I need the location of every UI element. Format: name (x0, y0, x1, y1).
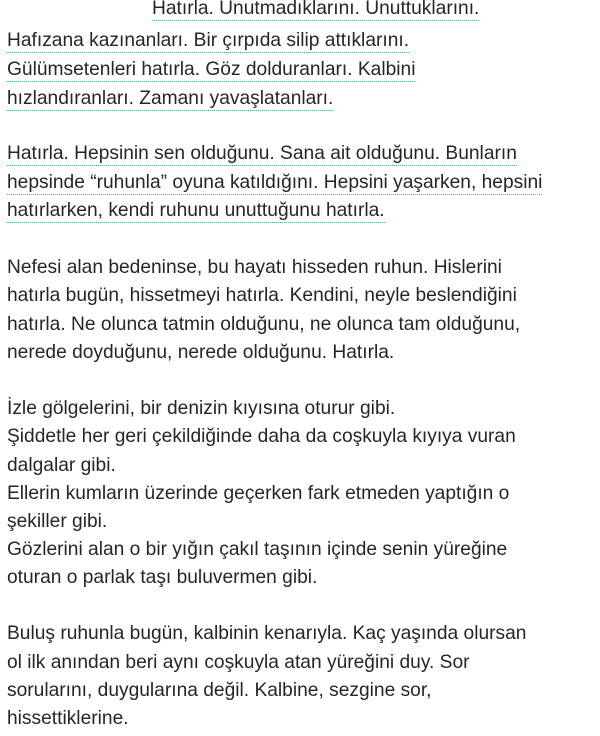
selected-text[interactable]: Hafızana kazınanları. Bir çırpıda silip attıklarını. (7, 30, 410, 51)
text-line (7, 29, 409, 53)
text-line[interactable]: hissettiklerine. (7, 708, 129, 729)
text-line (152, 0, 479, 21)
text-line[interactable]: nerede doyduğunu, nerede olduğunu. Hatırla. (7, 342, 395, 363)
text-line[interactable]: İzle gölgelerini, bir denizin kıyısına oturur gibi. (7, 398, 396, 419)
text-line[interactable]: şekiller gibi. (7, 511, 108, 532)
selected-text[interactable]: hatırlarken, kendi ruhunu unuttuğunu hatırla. (7, 200, 385, 221)
text-line[interactable]: hatırla. Ne olunca tatmin olduğunu, ne olunca tam olduğunu, (7, 314, 521, 335)
text-line[interactable]: Buluş ruhunla bugün, kalbinin kenarıyla. Kaç yaşında olursan (7, 623, 527, 644)
text-line[interactable]: oturan o parlak taşı buluvermen gibi. (7, 567, 318, 588)
text-line[interactable]: Nefesi alan bedeninse, bu hayatı hisseden ruhun. Hislerini (7, 257, 502, 278)
selected-text[interactable]: Hatırla. Unutmadıklarını. Unuttuklarını. (152, 0, 480, 19)
text-line (7, 142, 517, 166)
selected-text[interactable]: hızlandıranları. Zamanı yavaşlatanları. (7, 88, 334, 109)
text-line[interactable]: Ellerin kumların üzerinde geçerken fark etmeden yaptığın o (7, 483, 510, 504)
text-line[interactable]: Gözlerini alan o bir yığın çakıl taşının içinde senin yüreğine (7, 539, 508, 560)
text-line (7, 87, 333, 111)
text-line (7, 171, 542, 195)
text-line[interactable]: dalgalar gibi. (7, 455, 116, 476)
text-line[interactable]: sorularını, duygularına değil. Kalbine, sezgine sor, (7, 680, 432, 701)
text-line[interactable]: ol ilk anından beri aynı coşkuyla atan yüreğini duy. Sor (7, 652, 470, 673)
text-line (7, 58, 415, 82)
text-line[interactable]: Şiddetle her geri çekildiğinde daha da coşkuyla kıyıya vuran (7, 426, 516, 447)
text-line[interactable]: hatırla bugün, hissetmeyi hatırla. Kendini, neyle beslendiğini (7, 285, 517, 306)
selected-text[interactable]: Gülümsetenleri hatırla. Göz dolduranları. Kalbini (7, 59, 416, 80)
selected-text[interactable]: Hatırla. Hepsinin sen olduğunu. Sana ait olduğunu. Bunların (7, 143, 517, 164)
selected-text[interactable]: hepsinde “ruhunla” oyuna katıldığını. Hepsini yaşarken, hepsini (7, 172, 543, 193)
text-line (7, 199, 385, 223)
